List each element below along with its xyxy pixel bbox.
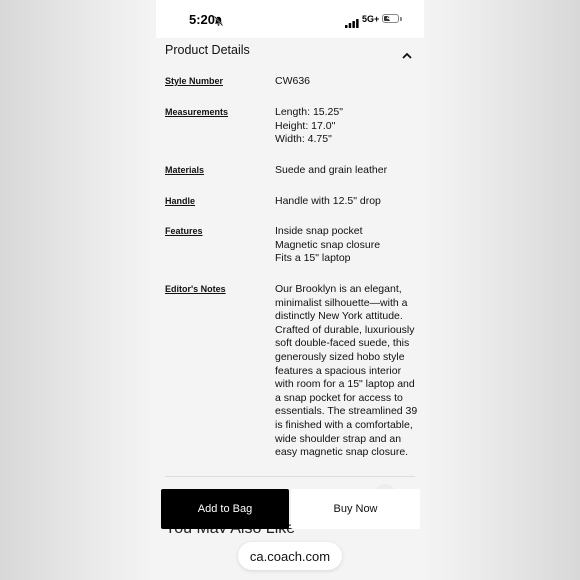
battery-level: 48 bbox=[386, 15, 395, 22]
phone-screen bbox=[156, 0, 424, 580]
browser-address-bar bbox=[156, 533, 424, 580]
product-details-header[interactable] bbox=[156, 38, 424, 64]
section-title: Product Details bbox=[165, 43, 250, 57]
cellular-signal-icon bbox=[345, 15, 359, 33]
detail-line: Handle with 12.5" drop bbox=[275, 195, 381, 207]
detail-label: Style Number bbox=[165, 76, 224, 86]
bell-slash-icon bbox=[214, 13, 223, 31]
detail-line: a snap pocket for access to bbox=[275, 391, 403, 404]
chevron-up-icon[interactable] bbox=[402, 46, 412, 64]
detail-line: generously sized hobo style bbox=[275, 350, 405, 363]
detail-line: distinctly New York attitude. bbox=[275, 310, 403, 323]
battery-tip bbox=[400, 17, 402, 21]
detail-line: soft double-faced suede, this bbox=[275, 337, 410, 350]
detail-line: Inside snap pocket bbox=[275, 225, 363, 237]
detail-line: Crafted of durable, luxuriously bbox=[275, 323, 415, 336]
detail-label: Measurements bbox=[165, 107, 229, 117]
detail-value bbox=[275, 283, 421, 460]
status-bar bbox=[156, 0, 424, 38]
add-to-bag-button[interactable]: Add to Bag bbox=[161, 489, 289, 529]
detail-value bbox=[275, 164, 421, 178]
detail-line: Height: 17.0" bbox=[275, 119, 336, 132]
detail-line: CW636 bbox=[275, 75, 311, 87]
detail-line: essentials. The streamlined 39 bbox=[275, 405, 418, 418]
status-time: 5:20 bbox=[189, 12, 216, 27]
detail-line: features a spacious interior bbox=[275, 364, 402, 377]
detail-label: Editor's Notes bbox=[165, 284, 226, 294]
detail-line: Suede and grain leather bbox=[275, 164, 388, 176]
detail-value bbox=[275, 75, 421, 89]
detail-line: Length: 15.25" bbox=[275, 106, 343, 118]
detail-label: Materials bbox=[165, 165, 205, 175]
detail-value bbox=[275, 106, 421, 147]
detail-value bbox=[275, 195, 421, 209]
detail-line: easy magnetic snap closure. bbox=[275, 446, 409, 459]
detail-line: Our Brooklyn is an elegant, bbox=[275, 283, 402, 295]
detail-line: minimalist silhouette—with a bbox=[275, 296, 408, 309]
detail-label: Features bbox=[165, 226, 203, 236]
network-type: 5G+ bbox=[362, 14, 380, 24]
buy-now-button[interactable]: Buy Now bbox=[291, 489, 420, 529]
purchase-action-bar bbox=[156, 488, 424, 532]
detail-line: Width: 4.75" bbox=[275, 133, 332, 146]
url-field[interactable]: ca.coach.com bbox=[238, 542, 342, 570]
detail-line: Fits a 15" laptop bbox=[275, 252, 351, 265]
detail-line: with room for a 15" laptop and bbox=[275, 378, 415, 391]
detail-label: Handle bbox=[165, 196, 196, 206]
section-divider bbox=[165, 476, 415, 477]
detail-line: is finished with a comfortable, bbox=[275, 418, 413, 431]
detail-value bbox=[275, 225, 421, 266]
battery-icon bbox=[382, 14, 399, 23]
detail-line: wide shoulder strap and an bbox=[275, 432, 402, 445]
detail-line: Magnetic snap closure bbox=[275, 238, 381, 251]
